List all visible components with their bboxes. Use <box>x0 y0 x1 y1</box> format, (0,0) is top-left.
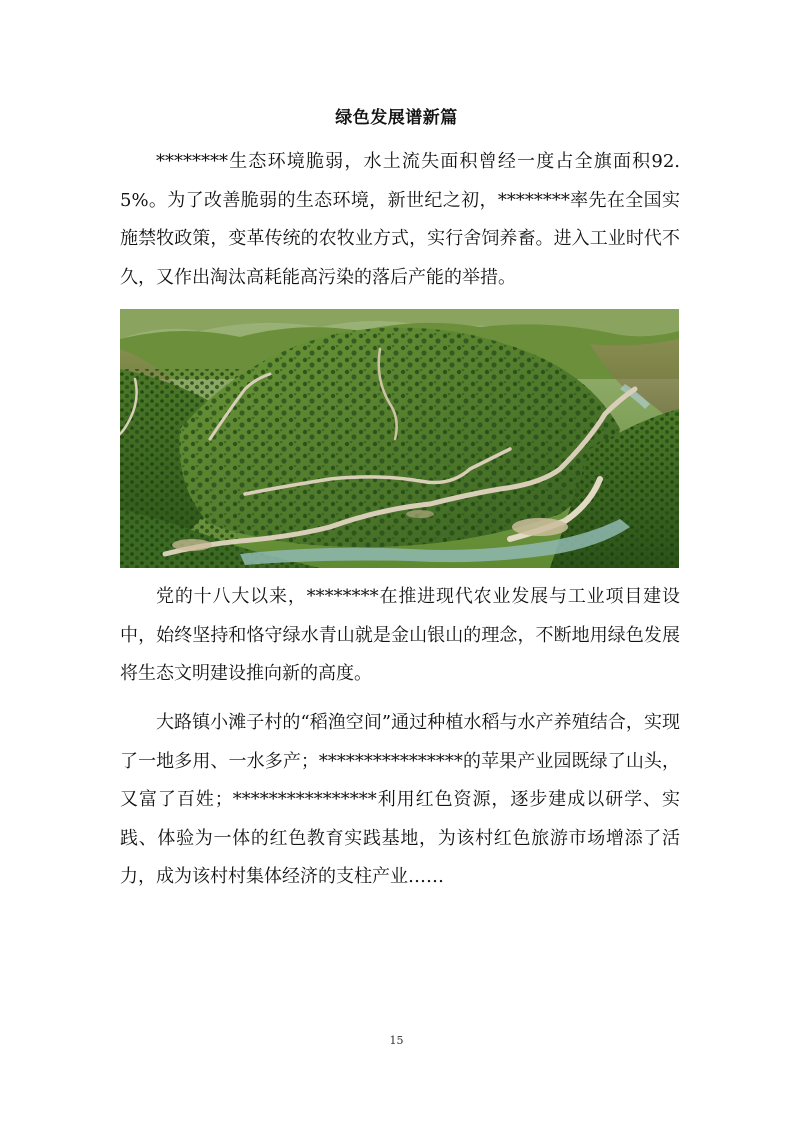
paragraph-ecology: ********生态环境脆弱，水土流失面积曾经一度占全旗面积92.5%。为了改善脆弱的生态环境，新世纪之初，********率先在全国实施禁牧政策，变革传统的农牧业方式，实行舍饲养畜。进入工业时代不久，又作出淘汰高耗能高污染的落后产能的举措。 <box>120 151 680 288</box>
paragraph-village-examples: 大路镇小滩子村的“稻渔空间”通过种植水稻与水产养殖结合，实现了一地多用、一水多产；****************的苹果产业园既绿了山头，又富了百姓；****************利用红色资源，逐步建成以研学、实践、体验为一体的红色教育实践基地，为该村红色旅游市场增添了活力，成为该村村集体经济的支柱产业…… <box>120 712 680 887</box>
aerial-forested-hills-photo <box>120 309 679 568</box>
page-number: 15 <box>389 1034 404 1047</box>
page-title: 绿色发展谱新篇 <box>335 108 458 128</box>
paragraph-green-development: 党的十八大以来，********在推进现代农业发展与工业项目建设中，始终坚持和恪守绿水青山就是金山银山的理念，不断地用绿色发展将生态文明建设推向新的高度。 <box>120 586 680 684</box>
